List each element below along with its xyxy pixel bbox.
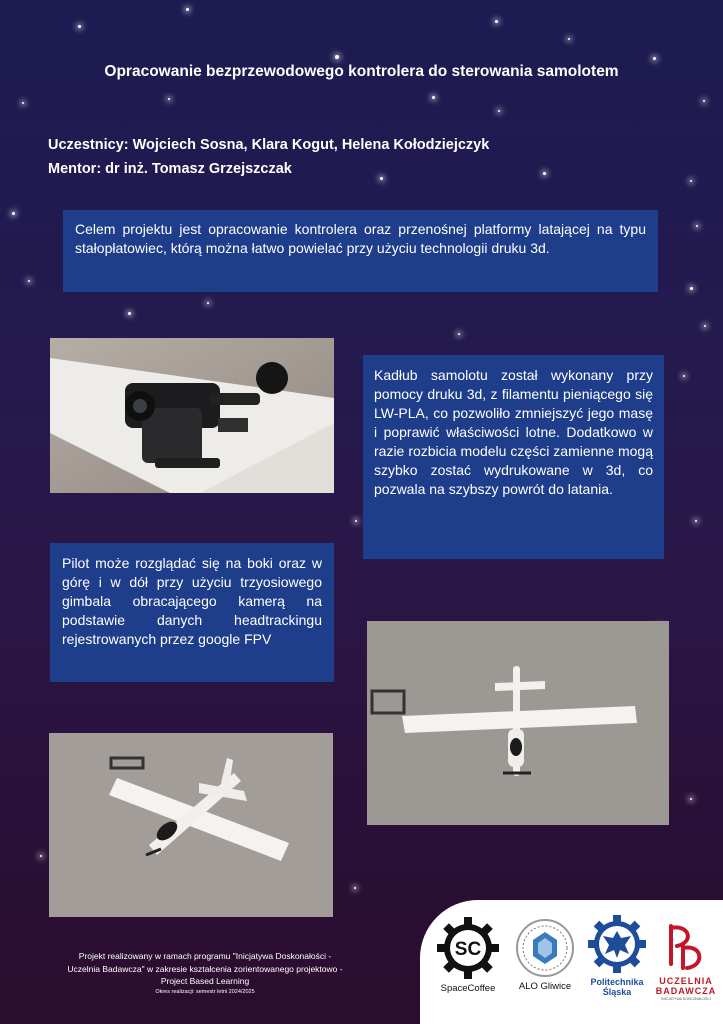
fuselage-text-box	[363, 355, 664, 559]
polsl-label-line-2: Śląska	[602, 987, 632, 997]
eagle-gear-icon	[587, 914, 647, 974]
ub-label	[652, 976, 720, 996]
poster-title: Opracowanie bezprzewodowego kontrolera do sterowania samolotem	[104, 63, 619, 80]
intro-text: Celem projektu jest opracowanie kontrolera oraz przenośnej platformy latającej na typu stałopłatowiec, którą można łatwo powielać przy użyciu technologii druku 3d.	[75, 221, 646, 256]
project-footer	[40, 950, 370, 997]
team-info	[48, 133, 489, 181]
alo-emblem-icon	[515, 918, 575, 978]
airplane-angled-photo	[49, 733, 333, 917]
uczelnia-badawcza-logo	[652, 920, 720, 1002]
polsl-logo	[582, 914, 652, 997]
partner-logos-panel	[420, 900, 723, 1024]
ub-label-line-2: BADAWCZA	[655, 986, 717, 996]
gimbal-camera-photo	[50, 338, 334, 493]
polsl-label-line-1: Politechnika	[590, 977, 644, 987]
footer-line-2: Uczelnia Badawcza" w zakresie kształcenia zorientowanego projektowo -	[67, 963, 343, 974]
gear-icon	[436, 916, 500, 980]
polsl-label	[582, 977, 652, 997]
fuselage-text: Kadłub samolotu został wykonany przy pomocy druku 3d, z filamentu pieniącego się LW-PLA, co pozwoliło zmniejszyć jego masę i poprawić właściwości lotne. Dodatkowo w razie rozbicia modelu części zamienne mogą szybko zostać wydrukowane w 3d, co pozwala na szybszy powrót do latania.	[374, 367, 653, 497]
ub-mark-icon	[663, 920, 709, 972]
footer-line-3: Project Based Learning	[160, 976, 250, 986]
footer-period: Okres realizacji: semestr letni 2024/2025	[155, 988, 255, 995]
airplane-top-view-photo	[367, 621, 669, 825]
ub-label-line-1: UCZELNIA	[659, 976, 713, 986]
spacecoffee-label: SpaceCoffee	[440, 983, 496, 994]
intro-text-box	[63, 210, 658, 292]
alo-gliwice-logo	[510, 918, 580, 992]
pilot-text-box	[50, 543, 334, 682]
spacecoffee-logo	[432, 916, 504, 994]
pilot-text: Pilot może rozglądać się na boki oraz w górę i w dół przy użyciu trzyosiowego gimbala obracającego kamerą na podstawie danych headtrackingu rejestrowanych przez google FPV	[62, 555, 322, 647]
mentor-line: Mentor: dr inż. Tomasz Grzejszczak	[48, 161, 292, 177]
participants-line: Uczestnicy: Wojciech Sosna, Klara Kogut, Helena Kołodziejczyk	[48, 137, 490, 153]
footer-line-1: Projekt realizowany w ramach programu "Inicjatywa Doskonałości -	[78, 951, 332, 961]
spacecoffee-mark: SC	[454, 939, 482, 960]
alo-label: ALO Gliwice	[518, 981, 572, 992]
ub-sublabel: INICJATYWA DOSKONAŁOŚCI	[661, 997, 711, 1001]
